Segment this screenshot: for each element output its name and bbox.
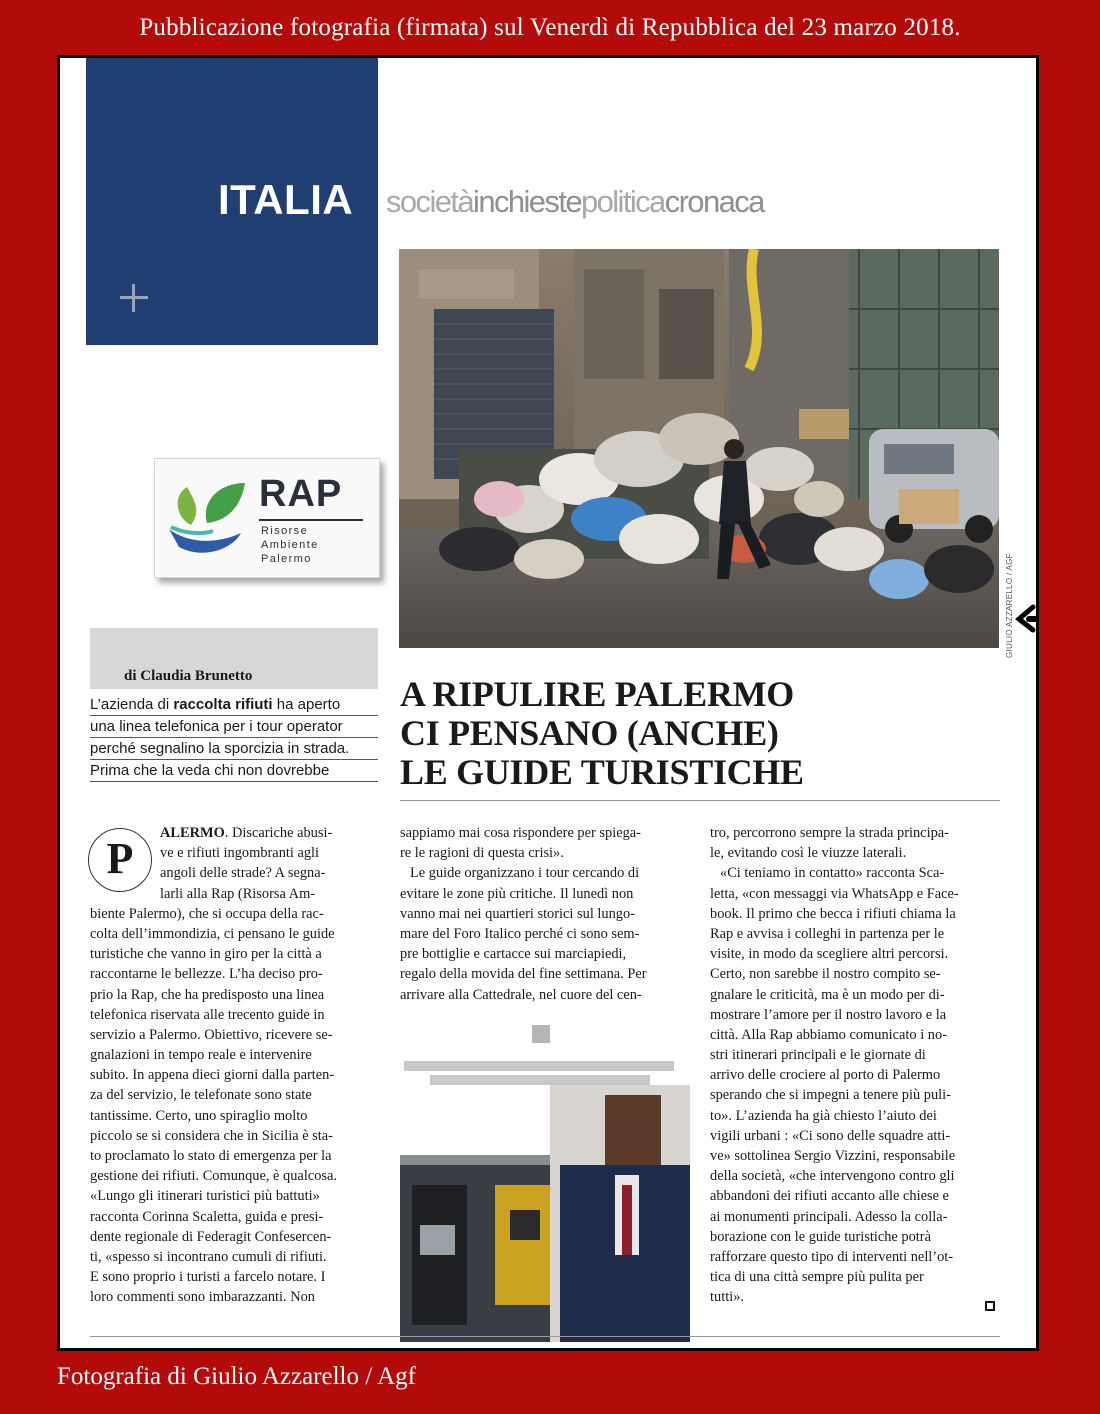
- pixelated-photo: [400, 1025, 690, 1342]
- column-line: ve» sottolinea Sergio Vizzini, responsabile: [710, 1148, 956, 1164]
- column-line: gestione dei rifiuti. Comunque, è qualcosa.: [90, 1168, 337, 1185]
- column-line: mostrare l’amore per il nostro lavoro e la: [710, 1006, 947, 1023]
- summary-line: perché segnalino la sporcizia in strada.: [90, 738, 378, 760]
- column-line: colta dell’immondizia, ci pensano le guide: [90, 925, 335, 942]
- section-tag: politica: [580, 184, 665, 219]
- photo-credit: GIULIO AZZARELLO / AGF: [1005, 553, 1014, 658]
- column-line: ALERMO. Discariche abusi-: [160, 825, 333, 841]
- column-line: Rap e avvisa i colleghi in partenza per le: [710, 925, 945, 942]
- top-caption: Pubblicazione fotografia (firmata) sul Venerdì di Repubblica del 23 marzo 2018.: [139, 14, 961, 41]
- summary-line: Prima che la veda chi non dovrebbe: [90, 760, 378, 782]
- column-line: sappiamo mai cosa rispondere per spiega-: [400, 825, 641, 841]
- column-line: sperando che si impegni a tenere più puli-: [710, 1087, 951, 1104]
- lead-in: ALERMO: [160, 825, 225, 841]
- column-line: E sono proprio i turisti a farcelo notare. I: [90, 1269, 326, 1286]
- bottom-caption: Fotografia di Giulio Azzarello / Agf: [57, 1363, 416, 1390]
- summary-highlight: raccolta rifiuti: [173, 696, 273, 713]
- summary-line: [90, 694, 378, 716]
- column-line: tantissime. Certo, uno spiraglio molto: [90, 1107, 308, 1124]
- section-name: ITALIA: [218, 176, 354, 223]
- column-line: regalo della movida del fine settimana. Per: [400, 966, 647, 983]
- dropcap: P: [88, 828, 152, 892]
- column-line: raccontarne le bellezze. L’ha deciso pro-: [90, 966, 323, 983]
- column-line: angoli delle strade? A segna-: [160, 865, 326, 882]
- section-tag: cronaca: [664, 184, 764, 219]
- column-line: borazione con le guide turistiche potrà: [710, 1228, 931, 1245]
- text-column-1: [90, 823, 378, 1308]
- column-line: visite, in modo da scegliere altri percorsi.: [710, 946, 949, 963]
- column-line: ti, «spesso si incontrano cumuli di rifiuti.: [90, 1248, 327, 1265]
- column-line: dente regionale di Federagit Confesercen-: [90, 1228, 332, 1245]
- column-line: piccolo se si considera che in Sicilia è sta-: [90, 1127, 333, 1144]
- headline-line: A RIPULIRE PALERMO: [400, 674, 794, 714]
- summary-line: una linea telefonica per i tour operator: [90, 716, 378, 738]
- text-column-2: [400, 823, 690, 1005]
- column-line: subito. In appena dieci giorni dalla parten-: [90, 1067, 335, 1084]
- column-line: letta, «con messaggi via WhatsApp e Face-: [710, 885, 959, 902]
- column-line: servizio a Palermo. Obiettivo, ricevere se-: [90, 1026, 333, 1043]
- column-line: della società, «che intervengono contro gli: [710, 1168, 955, 1185]
- column-line: tica di una città sempre più pulita per: [710, 1269, 924, 1286]
- column-line: re le ragioni di questa crisi».: [400, 845, 564, 862]
- column-line: ai monumenti principali. Adesso la colla-: [710, 1208, 948, 1225]
- section-tag: società: [386, 184, 474, 219]
- column-line: vigili urbani : «Ci sono delle squadre atti-: [710, 1127, 951, 1144]
- byline-box: [90, 628, 378, 689]
- column-line: biente Palermo), che si occupa della rac-: [90, 905, 324, 922]
- main-photo: [399, 249, 999, 648]
- column-line: evitare le zone più critiche. Il lunedì non: [400, 885, 634, 902]
- column-line: gnalare le criticità, ma è un modo per di-: [710, 986, 945, 1003]
- headline-line: CI PENSANO (ANCHE): [400, 713, 779, 753]
- column-line: turistiche che vanno in giro per la città a: [90, 946, 322, 963]
- divider: [400, 800, 1000, 801]
- column-line: arrivare alla Cattedrale, nel cuore del cen-: [400, 986, 642, 1003]
- summary: [90, 694, 378, 782]
- column-line: gnalazioni in tempo reale e intervenire: [90, 1047, 312, 1064]
- headline-line: LE GUIDE TURISTICHE: [400, 752, 804, 792]
- column-line: arrivo delle crociere al porto di Palermo: [710, 1067, 941, 1084]
- inset-photo: [400, 1025, 690, 1342]
- column-line: racconta Corinna Scaletta, guida e presi-: [90, 1208, 324, 1225]
- arrow-left-icon: [1015, 603, 1039, 633]
- logo-subtitle: Risorse: [261, 525, 309, 537]
- column-line: to proclamato lo stato di emergenza per la: [90, 1148, 332, 1164]
- logo-name: RAP: [259, 473, 343, 515]
- column-line: ve e rifiuti ingombranti agli: [160, 845, 320, 862]
- column-line: stri itinerari principali e le giornate di: [710, 1047, 926, 1064]
- end-mark-icon: [985, 1301, 995, 1311]
- column-line: telefonica riservata alle trecento guide in: [90, 1006, 325, 1023]
- column-line: book. Il primo che becca i rifiuti chiama la: [710, 905, 956, 922]
- magazine-page: [57, 55, 1039, 1351]
- logo-subtitle: Ambiente: [261, 539, 319, 551]
- column-line: loro commenti sono imbarazzanti. Non: [90, 1289, 315, 1306]
- column-line: to». L’azienda ha già chiesto l’aiuto dei: [710, 1107, 937, 1124]
- column-line: mare del Foro Italico perché ci sono sem-: [400, 925, 640, 942]
- bottom-divider: [90, 1336, 1000, 1337]
- column-line: vanno mai nei quartieri storici sul lungo-: [400, 905, 635, 922]
- column-line: pre bottiglie e cartacce sui marciapiedi,: [400, 946, 627, 963]
- rap-logo-card: [154, 458, 380, 578]
- headline: [400, 675, 960, 792]
- logo-subtitle: Palermo: [261, 553, 312, 565]
- leaf-hand-icon: [161, 477, 253, 563]
- column-line: za del servizio, le telefonate sono state: [90, 1087, 312, 1104]
- section-tags: [386, 184, 764, 220]
- garbage-street-photo: [399, 249, 999, 648]
- column-line: Certo, non sarebbe il nostro compito se-: [710, 966, 941, 983]
- text-column-3: [710, 823, 1000, 1308]
- column-line: tro, percorrono sempre la strada principa-: [710, 825, 949, 841]
- column-line: tutti».: [710, 1289, 744, 1306]
- byline: di Claudia Brunetto: [124, 668, 253, 684]
- plus-icon: [120, 284, 148, 312]
- column-line: «Lungo gli itinerari turistici più battuti»: [90, 1188, 320, 1205]
- column-line: città. Alla Rap abbiamo comunicato i no-: [710, 1026, 947, 1043]
- section-header-box: [86, 58, 378, 345]
- summary-text: ha aperto: [272, 696, 341, 713]
- column-line: le, evitando così le viuzze laterali.: [710, 845, 907, 862]
- logo-divider: [259, 519, 363, 521]
- column-line: prio la Rap, che ha predisposto una linea: [90, 986, 325, 1003]
- section-tag: inchieste: [473, 184, 581, 219]
- column-line: «Ci teniamo in contatto» racconta Sca-: [720, 865, 945, 882]
- column-line: rafforzare questo tipo di interventi nell’ot-: [710, 1248, 954, 1265]
- column-line: abbandoni dei rifiuti accanto alle chiese e: [710, 1188, 949, 1205]
- column-line: larli alla Rap (Risorsa Am-: [160, 885, 316, 902]
- summary-text: L’azienda di: [90, 696, 174, 713]
- column-line: Le guide organizzano i tour cercando di: [410, 865, 640, 882]
